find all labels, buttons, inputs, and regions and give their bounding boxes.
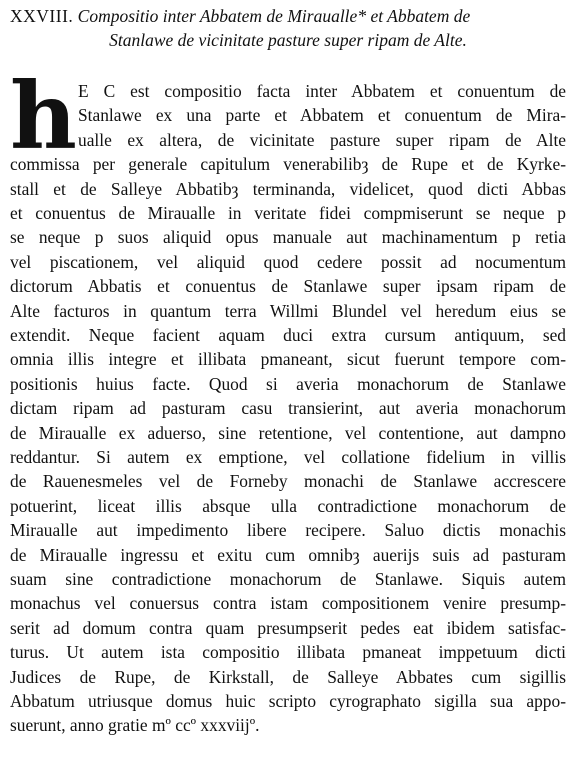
body-line: de Miraualle ingressu et exitu cum omnibȝ auerijs suis ad pasturam [10, 544, 566, 565]
charter-title-line-2: Stanlawe de vicinitate pasture super ripam de Alte. [109, 30, 467, 50]
charter-heading [10, 4, 566, 52]
body-line: extendit. Neque facient aquam duci extra cursum antiquum, sed [10, 325, 566, 345]
body-line: suam sine contradictione monachorum de Stanlawe. Siquis autem [10, 569, 566, 589]
body-line: suerunt, anno gratie mº ccº xxxviijº. [10, 715, 260, 736]
body-line: dictam ripam ad pasturam casu transierint, aut averia monachorum [10, 398, 566, 419]
body-line: et conuentus de Miraualle in veritate fidei compmiserunt se neque p [10, 203, 566, 223]
body-line: E C est compositio facta inter Abbatem et conuentum de [78, 81, 566, 101]
body-line: dictorum Abbatis et conuentus de Stanlawe super ipsam ripam de [10, 276, 566, 297]
body-line: positionis huius facte. Quod si averia monachorum de Stanlawe [10, 373, 566, 394]
body-line: se neque p suos aliquid opus manuale aut machinamentum p retia [10, 227, 566, 248]
drop-cap-initial: h [10, 62, 77, 170]
charter-title-line-1: Compositio inter Abbatem de Miraualle* et Abbatem de [77, 6, 471, 26]
body-line: potuerint, liceat illis absque ulla contradictione monachorum de [10, 495, 566, 516]
body-line: de Miraualle ex aduerso, sine retentione, vel contentione, aut dampno [10, 422, 566, 443]
charter-number: XXVIII. [10, 6, 74, 26]
body-line: stall et de Salleye Abbatibȝ terminanda, videlicet, quod dicti Abbas [10, 178, 566, 199]
body-line: serit ad domum contra quam presumpserit pedes eat ibidem satisfac- [10, 617, 566, 638]
body-line: vel piscationem, vel aliquid quod cedere possit ad nocumentum [10, 251, 566, 272]
body-line: Judices de Rupe, de Kirkstall, de Salleye Abbates cum sigillis [10, 666, 566, 687]
body-line: Abbatum utriusque domus huic scripto cyrographato sigilla sua appo- [10, 691, 566, 711]
body-line: reddantur. Si autem ex emptione, vel collatione fidelium in villis [10, 447, 566, 467]
body-line: Stanlawe ex una parte et Abbatem et conuentum de Mira- [78, 105, 566, 126]
body-line: Alte facturos in quantum terra Willmi Blundel vel heredum eius se [10, 300, 566, 321]
body-line: Miraualle aut impedimento libere recipere. Saluo dictis monachis [10, 520, 566, 541]
body-line: turus. Ut autem ista compositio illibata pmaneat imppetuum dicti [10, 642, 566, 663]
body-line: de Rauenesmeles vel de Forneby monachi de Stanlawe accrescere [10, 471, 566, 492]
body-line: monachus vel conuersus contra istam compositionem venire presump- [10, 593, 566, 614]
body-line: commissa per generale capitulum venerabilibȝ de Rupe et de Kyrke- [10, 154, 566, 175]
body-line: omnia illis integre et illibata pmaneant, sicut fuerunt tempore com- [10, 349, 566, 370]
body-line: ualle ex altera, de vicinitate pasture super ripam de Alte [78, 129, 566, 150]
